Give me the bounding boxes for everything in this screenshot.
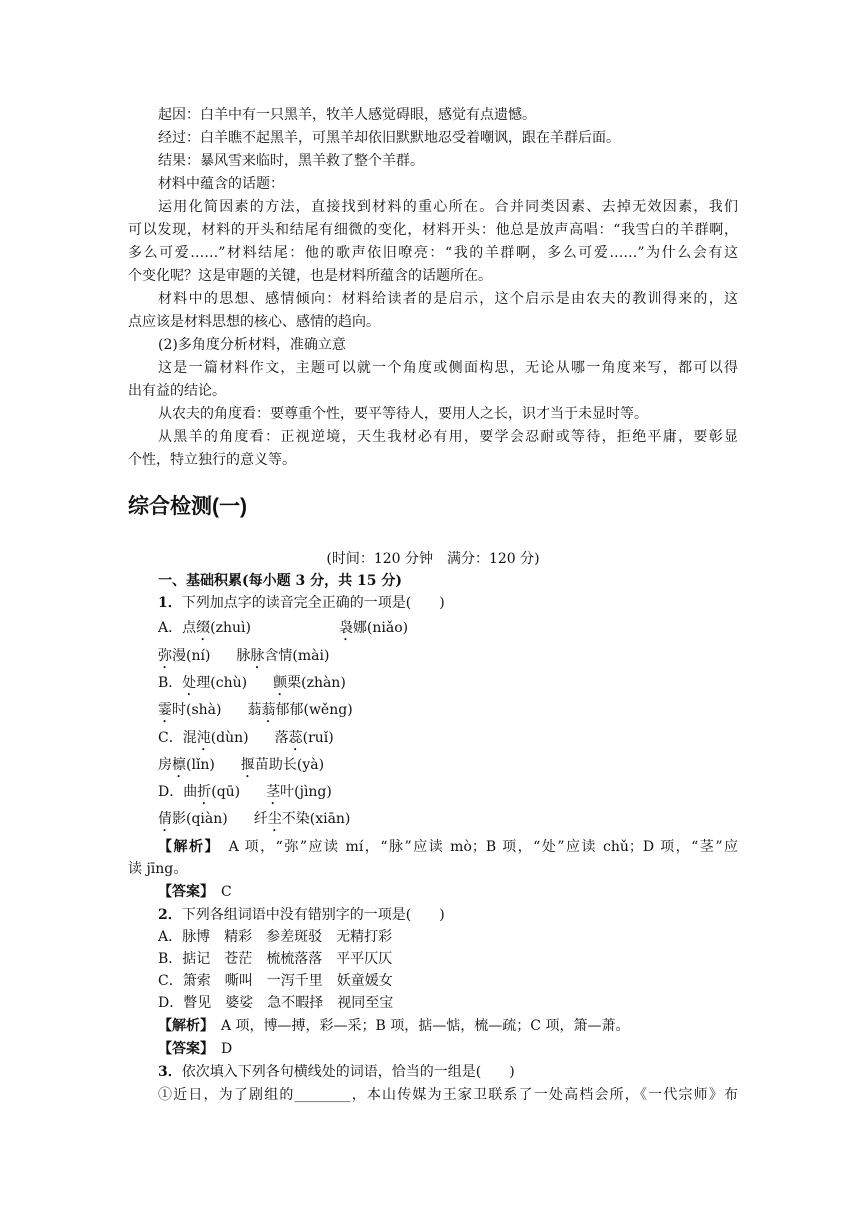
question-number: 2． xyxy=(158,907,182,923)
dotted-char: 蕊 xyxy=(288,730,303,746)
dotted-char: 霎 xyxy=(158,702,172,718)
question-text: 下列加点字的读音完全正确的一项是( ) xyxy=(181,595,445,611)
process-paragraph: 经过：白羊瞧不起黑羊，可黑羊却依旧默默地忍受着嘲讽，跟在羊群后面。 xyxy=(158,130,620,146)
angle-paragraph-line: 出有益的结论。 xyxy=(128,383,226,399)
topic-paragraph-line: 多么可爱……”材料结尾：他的歌声依旧嘹亮：“我的羊群啊，多么可爱……”为什么会有这 xyxy=(128,245,738,261)
answer-value: D xyxy=(221,1041,233,1057)
option-text: 脉 xyxy=(236,648,251,664)
result-paragraph: 结果：暴风雪来临时，黑羊救了整个羊群。 xyxy=(158,153,424,169)
dotted-char: 脉 xyxy=(250,648,265,664)
question-2-analysis xyxy=(158,1015,738,1037)
option-text: (zhuì) xyxy=(210,620,251,636)
option-b-line-2 xyxy=(158,699,738,726)
question-1-stem xyxy=(158,592,738,614)
dotted-char: 檩 xyxy=(172,757,186,773)
option-text: (qū) xyxy=(211,784,241,800)
option-d-line-2 xyxy=(158,808,738,835)
topic-paragraph-line: 个变化呢？这是审题的关键，也是材料所蕴含的话题所在。 xyxy=(128,268,492,284)
option-text: 纤 xyxy=(253,811,268,827)
option-text: 叶(jìng) xyxy=(280,784,332,800)
farmer-angle-paragraph: 从农夫的角度看：要尊重个性，要平等待人，要用人之长，识才当于未显时等。 xyxy=(158,406,648,422)
option-text: 漫(ní) xyxy=(172,648,211,664)
option-d-line-1 xyxy=(158,781,738,808)
option-text: 时(shà) xyxy=(172,702,222,718)
option-text: 含情(mài) xyxy=(264,648,330,664)
topic-paragraph-line: 可以发现，材料的开头和结尾有细微的变化，材料开头：他总是放声高唱：“我雪白的羊群啊， xyxy=(128,222,738,238)
black-sheep-paragraph-line: 从黑羊的角度看：正视逆境，天生我材必有用，要学会忍耐或等待，拒绝平庸，要彰显 xyxy=(158,429,738,445)
tendency-paragraph-line: 点应该是材料思想的核心、感情的趋向。 xyxy=(128,314,380,330)
option-text: (lǐn) xyxy=(186,757,215,773)
option-c-line-2 xyxy=(158,754,738,781)
dotted-char: 揠 xyxy=(240,757,255,773)
question-text: 下列各组词语中没有错别字的一项是( ) xyxy=(181,907,445,923)
option-text: 影(qiàn) xyxy=(172,811,228,827)
option-a-line-1 xyxy=(158,617,738,644)
option-a: A．脉博 精彩 参差斑驳 无精打彩 xyxy=(158,929,393,945)
answer-label: 【答案】 xyxy=(158,884,207,900)
dotted-char: 沌 xyxy=(196,730,211,746)
option-text: (dùn) xyxy=(210,730,249,746)
question-2-stem xyxy=(158,904,738,926)
option-text: D．曲 xyxy=(158,784,198,800)
topic-paragraph-line: 运用化简因素的方法，直接找到材料的重心所在。合并同类因素、去掉无效因素，我们 xyxy=(158,199,738,215)
option-text: (ruǐ) xyxy=(302,730,334,746)
option-text: 蓊 xyxy=(247,702,262,718)
dotted-char: 尘 xyxy=(267,811,282,827)
question-3-stem xyxy=(158,1061,738,1083)
option-text: 落 xyxy=(274,730,289,746)
question-number: 3． xyxy=(158,1064,182,1080)
dotted-char: 缀 xyxy=(196,620,211,636)
test-meta: (时间：120 分钟 满分：120 分) xyxy=(326,551,540,567)
analysis-label: 【解析】 xyxy=(158,1018,207,1034)
question-2-answer xyxy=(158,1038,738,1060)
angle-paragraph-line: 这是一篇材料作文，主题可以就一个角度或侧面构思，无论从哪一角度来写，都可以得 xyxy=(158,360,738,376)
angle-heading: (2)多角度分析材料，准确立意 xyxy=(158,337,346,353)
option-text: 栗(zhàn) xyxy=(287,675,346,691)
analysis-label: 【解析】 xyxy=(158,839,214,855)
option-b-line-1 xyxy=(158,672,738,699)
option-text: 不染(xiān) xyxy=(281,811,351,827)
dotted-char: 袅 xyxy=(338,620,353,636)
option-text: 理(chù) xyxy=(196,675,248,691)
black-sheep-paragraph-line: 个性，特立独行的意义等。 xyxy=(128,452,296,468)
option-c: C．箫索 嘶叫 一泻千里 妖童媛女 xyxy=(158,973,393,989)
answer-value: C xyxy=(221,884,232,900)
question-text: 依次填入下列各句横线处的词语，恰当的一组是( ) xyxy=(181,1064,515,1080)
option-text: 苗助长(yà) xyxy=(254,757,325,773)
option-text: 娜(niǎo) xyxy=(352,620,409,636)
dotted-char: 颤 xyxy=(273,675,288,691)
section-heading: 一、基础积累(每小题 3 分，共 15 分) xyxy=(158,573,402,589)
answer-label: 【答案】 xyxy=(158,1041,207,1057)
test-title: 综合检测(一) xyxy=(128,495,247,518)
question-1-answer xyxy=(158,881,738,903)
dotted-char: 蓊 xyxy=(261,702,276,718)
cause-paragraph: 起因：白羊中有一只黑羊，牧羊人感觉碍眼，感觉有点遗憾。 xyxy=(158,107,536,123)
option-text: B． xyxy=(158,675,183,691)
option-text: 房 xyxy=(158,757,172,773)
question-number: 1． xyxy=(158,595,182,611)
tendency-paragraph-line: 材料中的思想、感情倾向：材料给读者的是启示，这个启示是由农夫的教训得来的，这 xyxy=(158,291,738,307)
option-b: B．掂记 苍茫 梳梳落落 平平仄仄 xyxy=(158,951,393,967)
question-1-analysis xyxy=(158,836,738,858)
question-1-analysis-cont: 读 jīng。 xyxy=(128,861,188,877)
dotted-char: 折 xyxy=(197,784,212,800)
option-d: D．瞥见 婆娑 急不暇择 视同至宝 xyxy=(158,995,394,1011)
option-c-line-1 xyxy=(158,727,738,754)
option-text: C．混 xyxy=(158,730,197,746)
analysis-text: A 项，博—搏，彩—采；B 项，掂—惦，梳—疏；C 项，箫—萧。 xyxy=(221,1018,630,1034)
dotted-char: 倩 xyxy=(158,811,172,827)
option-a-line-2 xyxy=(158,645,738,672)
topic-heading: 材料中蕴含的话题： xyxy=(158,176,284,192)
dotted-char: 茎 xyxy=(266,784,281,800)
option-text: 郁郁(wěng) xyxy=(275,702,353,718)
question-3-sentence-1: ①近日，为了剧组的________，本山传媒为王家卫联系了一处高档会所，《一代宗师》布 xyxy=(158,1087,738,1103)
dotted-char: 处 xyxy=(182,675,197,691)
option-text: A．点 xyxy=(158,620,197,636)
dotted-char: 弥 xyxy=(158,648,172,664)
analysis-text: A 项，“弥”应读 mí，“脉”应读 mò；B 项，“处”应读 chǔ；D 项，“茎”应 xyxy=(228,839,738,855)
